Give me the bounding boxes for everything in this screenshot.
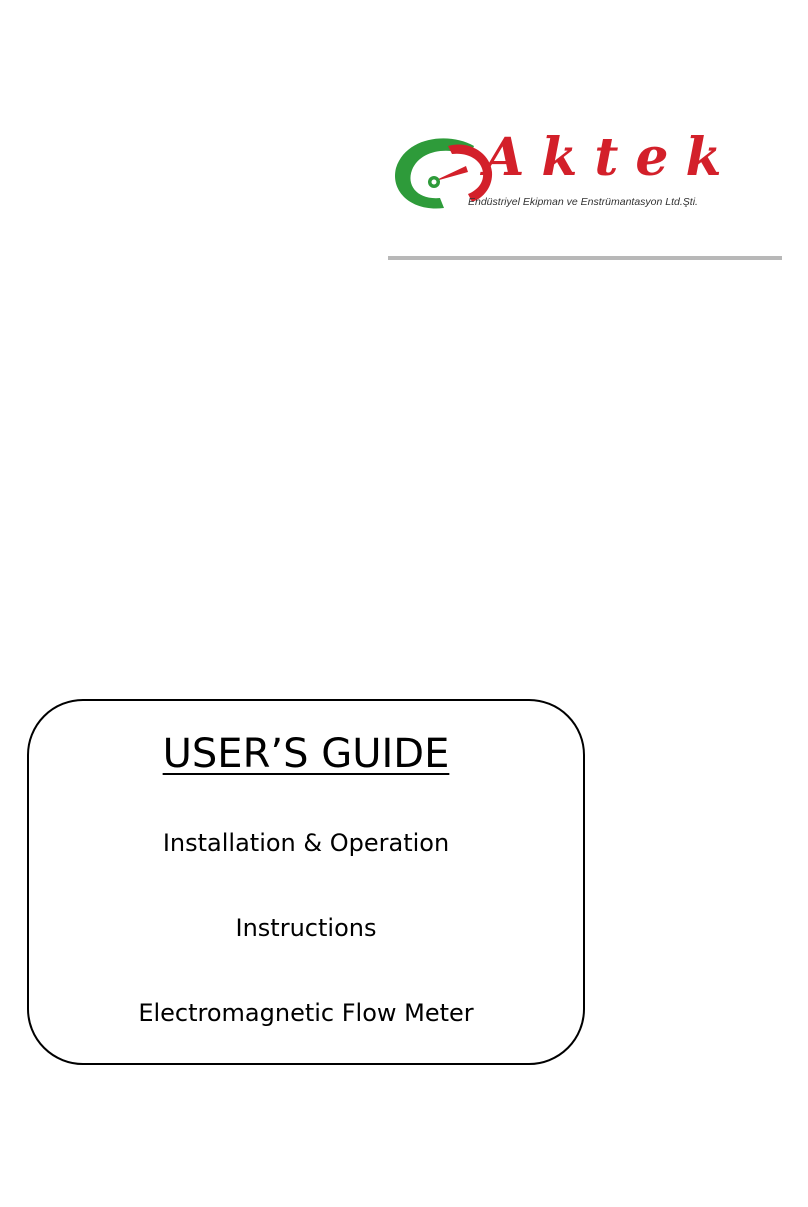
guide-title: USER’S GUIDE [162, 731, 450, 777]
subtitle-installation: Installation & Operation [162, 829, 450, 857]
subtitle-instructions: Instructions [235, 914, 377, 942]
brand-tagline: Endüstriyel Ekipman ve Enstrümantasyon Ltd.Şti. [468, 196, 698, 208]
header-divider [388, 256, 782, 260]
title-box [27, 699, 585, 1065]
subtitle-product: Electromagnetic Flow Meter [138, 999, 474, 1027]
brand-name: Aktek [484, 127, 739, 188]
company-logo [388, 128, 748, 228]
